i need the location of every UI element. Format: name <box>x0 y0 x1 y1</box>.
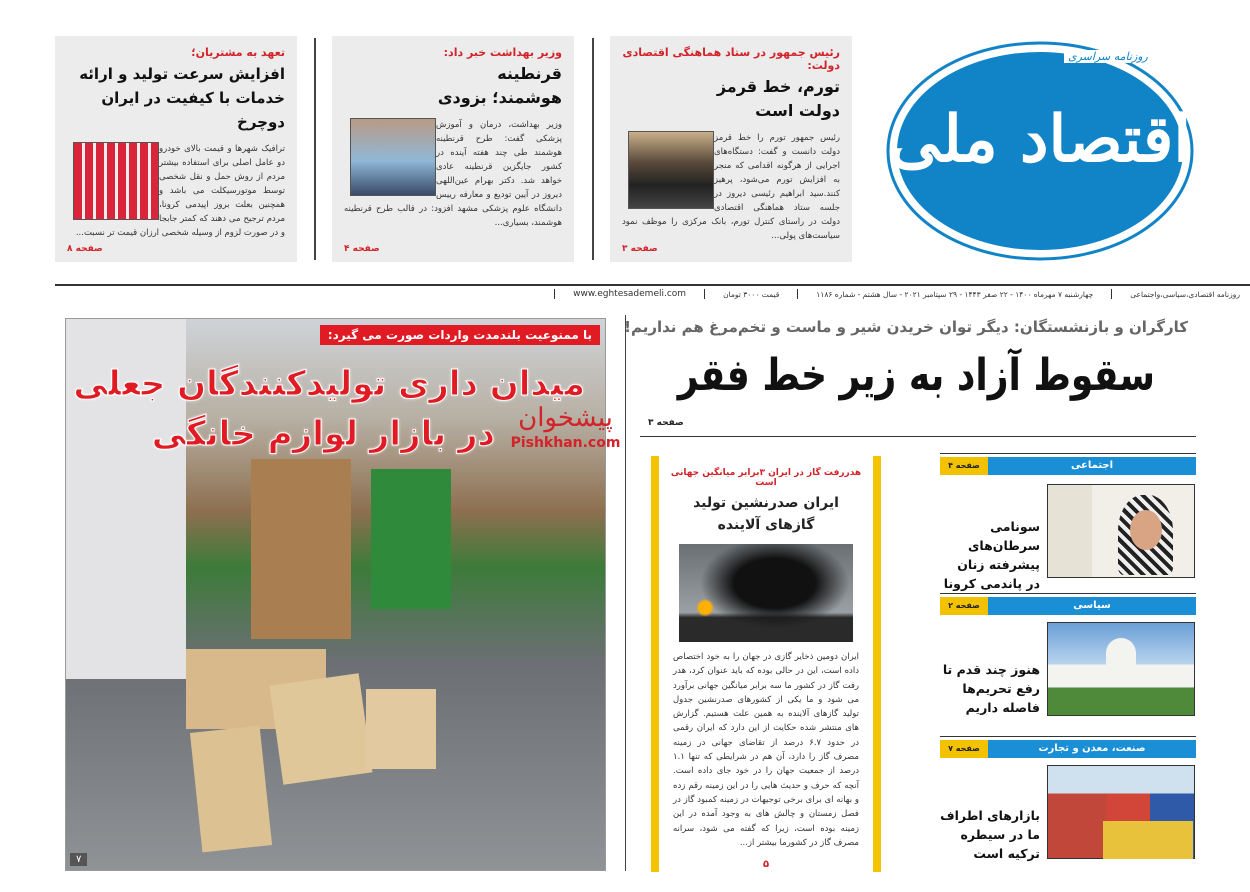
page-number: ۷ <box>70 853 87 866</box>
section-page: صفحه ۲ <box>940 597 988 615</box>
watermark-en: Pishkhan.com <box>510 435 621 451</box>
teaser-body: رئیس جمهور تورم را خط قرمز دولت دانست و گفت: دستگاه‌های اجرایی از هرگونه اقدامی که منجر به افزایش تورم می‌شود، پرهیز کنند.سید ابراهیم رئیسی دیروز در جلسه ستاد هماهنگی اقتصادی دولت در راستای کنترل تورم، بانک مرکزی را موظف نمود سیاست‌های پولی... <box>622 133 840 241</box>
box-page[interactable]: ۵ <box>762 859 770 870</box>
containers-photo <box>1047 765 1195 859</box>
gas-flare-photo <box>679 544 853 642</box>
paper-type: روزنامه اقتصادی،سیاسی،واجتماعی <box>1130 289 1240 299</box>
minister-photo <box>350 118 436 196</box>
photo-story-headline-1: میدان داری تولیدکنندگان جعلی <box>73 364 585 404</box>
box-body: ایران دومین ذخایر گازی در جهان را به خود اختصاص داده است، این در حالی بوده که باید عنوان کرد، هدر رفت گاز در کشور ما سه برابر میانگین جهانی برآورد می شود و ما یکی از کشورهای صدرنشین جدول تولید گازهای آلاینده به همین علت هستیم. گزارش های منتشر شده حکایت از این دارد که ایران رقمی در حدود ۶.۷ درصد از تقاضای جهانی در زمینه مصرف گاز را دارد، آن هم در شرایطی که تنها ۱.۱ درصد از جمعیت جهان را در خود جای داده است. آنچه که حرف و حدیث هایی را در این زمینه رقم زده و بهانه ای برای برخی توجیهات در زمینه کمبود گاز در فصل زمستان و چالش های به وجود آمده در این زمینه بوده است، زیرا که گفته می شود، سرانه مصرف گاز در کشورما بیشتر از... <box>673 652 859 848</box>
logo-tagline: روزنامه سراسری <box>1064 50 1152 63</box>
website-link[interactable]: www.eghtesademeli.com <box>573 289 687 299</box>
teaser-headline: تورم، خط قرمز دولت است <box>716 77 840 120</box>
motorcycles-photo <box>73 142 159 220</box>
section-page: صفحه ۷ <box>940 740 988 758</box>
woman-photo <box>1047 484 1195 578</box>
teaser-body: وزیر بهداشت، درمان و آموزش پزشکی گفت: طرح قرنطینه هوشمند طی چند هفته آینده در کشور جایگزین قرنطینه عادی خواهد شد. دکتر بهرام عین‌اللهی دیروز در آیین تودیع و معارفه رییس دانشگاه علوم پزشکی مشهد افزود: در قالب طرح قرنطینه هوشمند، بسیاری... <box>344 120 562 228</box>
section-rule <box>940 736 1196 737</box>
section-label: سیاسی <box>988 597 1196 615</box>
section-rule <box>940 453 1196 454</box>
teaser-inflation[interactable] <box>610 36 852 262</box>
header-rule <box>55 284 1250 286</box>
teaser-kicker: وزیر بهداشت خبر داد: <box>443 46 562 59</box>
lead-page[interactable]: صفحه ۳ <box>648 418 684 428</box>
teaser-headline: قرنطینه هوشمند؛ بزودی <box>437 64 562 107</box>
teaser-page[interactable]: صفحه ۳ <box>622 244 658 254</box>
teaser-page[interactable]: صفحه ۴ <box>344 244 380 254</box>
teaser-quarantine[interactable] <box>332 36 574 262</box>
photo-story-headline-2: در بازار لوازم خانگی <box>151 414 495 454</box>
teaser-kicker: تعهد به مشتریان؛ <box>191 46 285 59</box>
info-bar <box>55 287 1250 301</box>
issue-date: چهارشنبه ۷ مهرماه ۱۴۰۰ - ۲۲ صفر ۱۴۴۳ - ۲۹ سپتامبر ۲۰۲۱ - سال هشتم - شماره ۱۱۸۶ <box>816 289 1094 299</box>
section-industry[interactable] <box>940 740 1196 758</box>
teaser-page[interactable]: صفحه ۸ <box>67 244 103 254</box>
teaser-headline: افزایش سرعت تولید و ارائه خدمات با کیفیت در ایران دوچرخ <box>79 65 285 131</box>
teaser-body: ترافیک شهرها و قیمت بالای خودرو دو عامل اصلی برای استفاده بیشتر مردم از روش حمل و نقل شخصی توسط موتورسیکلت می باشد و همچنین بعلت بروز اپیدمی کرونا، مردم ترجیح می دهند که کمتر جابجا و در صورت لزوم از وسیله شخصی ارزان قیمت تر نسبت... <box>75 144 285 238</box>
section-social[interactable] <box>940 457 1196 475</box>
watermark-fa: پیشخوان <box>518 403 613 433</box>
watermark <box>508 402 623 452</box>
box-kicker: هدررفت گاز در ایران ۳برابر میانگین جهانی است <box>670 468 862 488</box>
divider <box>592 38 594 260</box>
teaser-kicker: رئیس جمهور در ستاد هماهنگی اقتصادی دولت: <box>622 46 840 72</box>
divider <box>625 315 626 871</box>
price: قیمت ۳۰۰۰ تومان <box>723 289 780 299</box>
section-title[interactable]: هنوز چند قدم تا رفع تحریم‌ها فاصله داریم <box>942 662 1040 715</box>
section-label: اجتماعی <box>988 457 1196 475</box>
lead-rule <box>640 436 1196 437</box>
masthead-logo[interactable] <box>884 40 1196 262</box>
logo-text: اقتصاد ملی <box>888 102 1192 177</box>
president-photo <box>628 131 714 209</box>
section-label: صنعت، معدن و تجارت <box>988 740 1196 758</box>
capitol-photo <box>1047 622 1195 716</box>
photo-story-label: با ممنوعیت بلندمدت واردات صورت می گیرد: <box>320 325 600 345</box>
section-title[interactable]: سونامی سرطان‌های پیشرفته زنان در پاندمی کرونا <box>943 519 1040 591</box>
section-rule <box>940 593 1196 594</box>
photo-story[interactable] <box>65 318 606 871</box>
section-page: صفحه ۴ <box>940 457 988 475</box>
lead-headline[interactable]: سقوط آزاد به زیر خط فقر <box>677 350 1155 401</box>
section-politics[interactable] <box>940 597 1196 615</box>
box-headline: ایران صدرنشین تولید گازهای آلاینده <box>693 495 839 533</box>
teaser-motorcycle[interactable] <box>55 36 297 262</box>
section-title[interactable]: بازارهای اطراف ما در سیطره ترکیه است <box>940 808 1040 861</box>
lead-subtitle: کارگران و بازنشستگان: دیگر توان خریدن شیر و ماست و تخم‌مرغ هم نداریم! <box>624 318 1188 336</box>
box-story[interactable] <box>651 456 881 872</box>
divider <box>314 38 316 260</box>
